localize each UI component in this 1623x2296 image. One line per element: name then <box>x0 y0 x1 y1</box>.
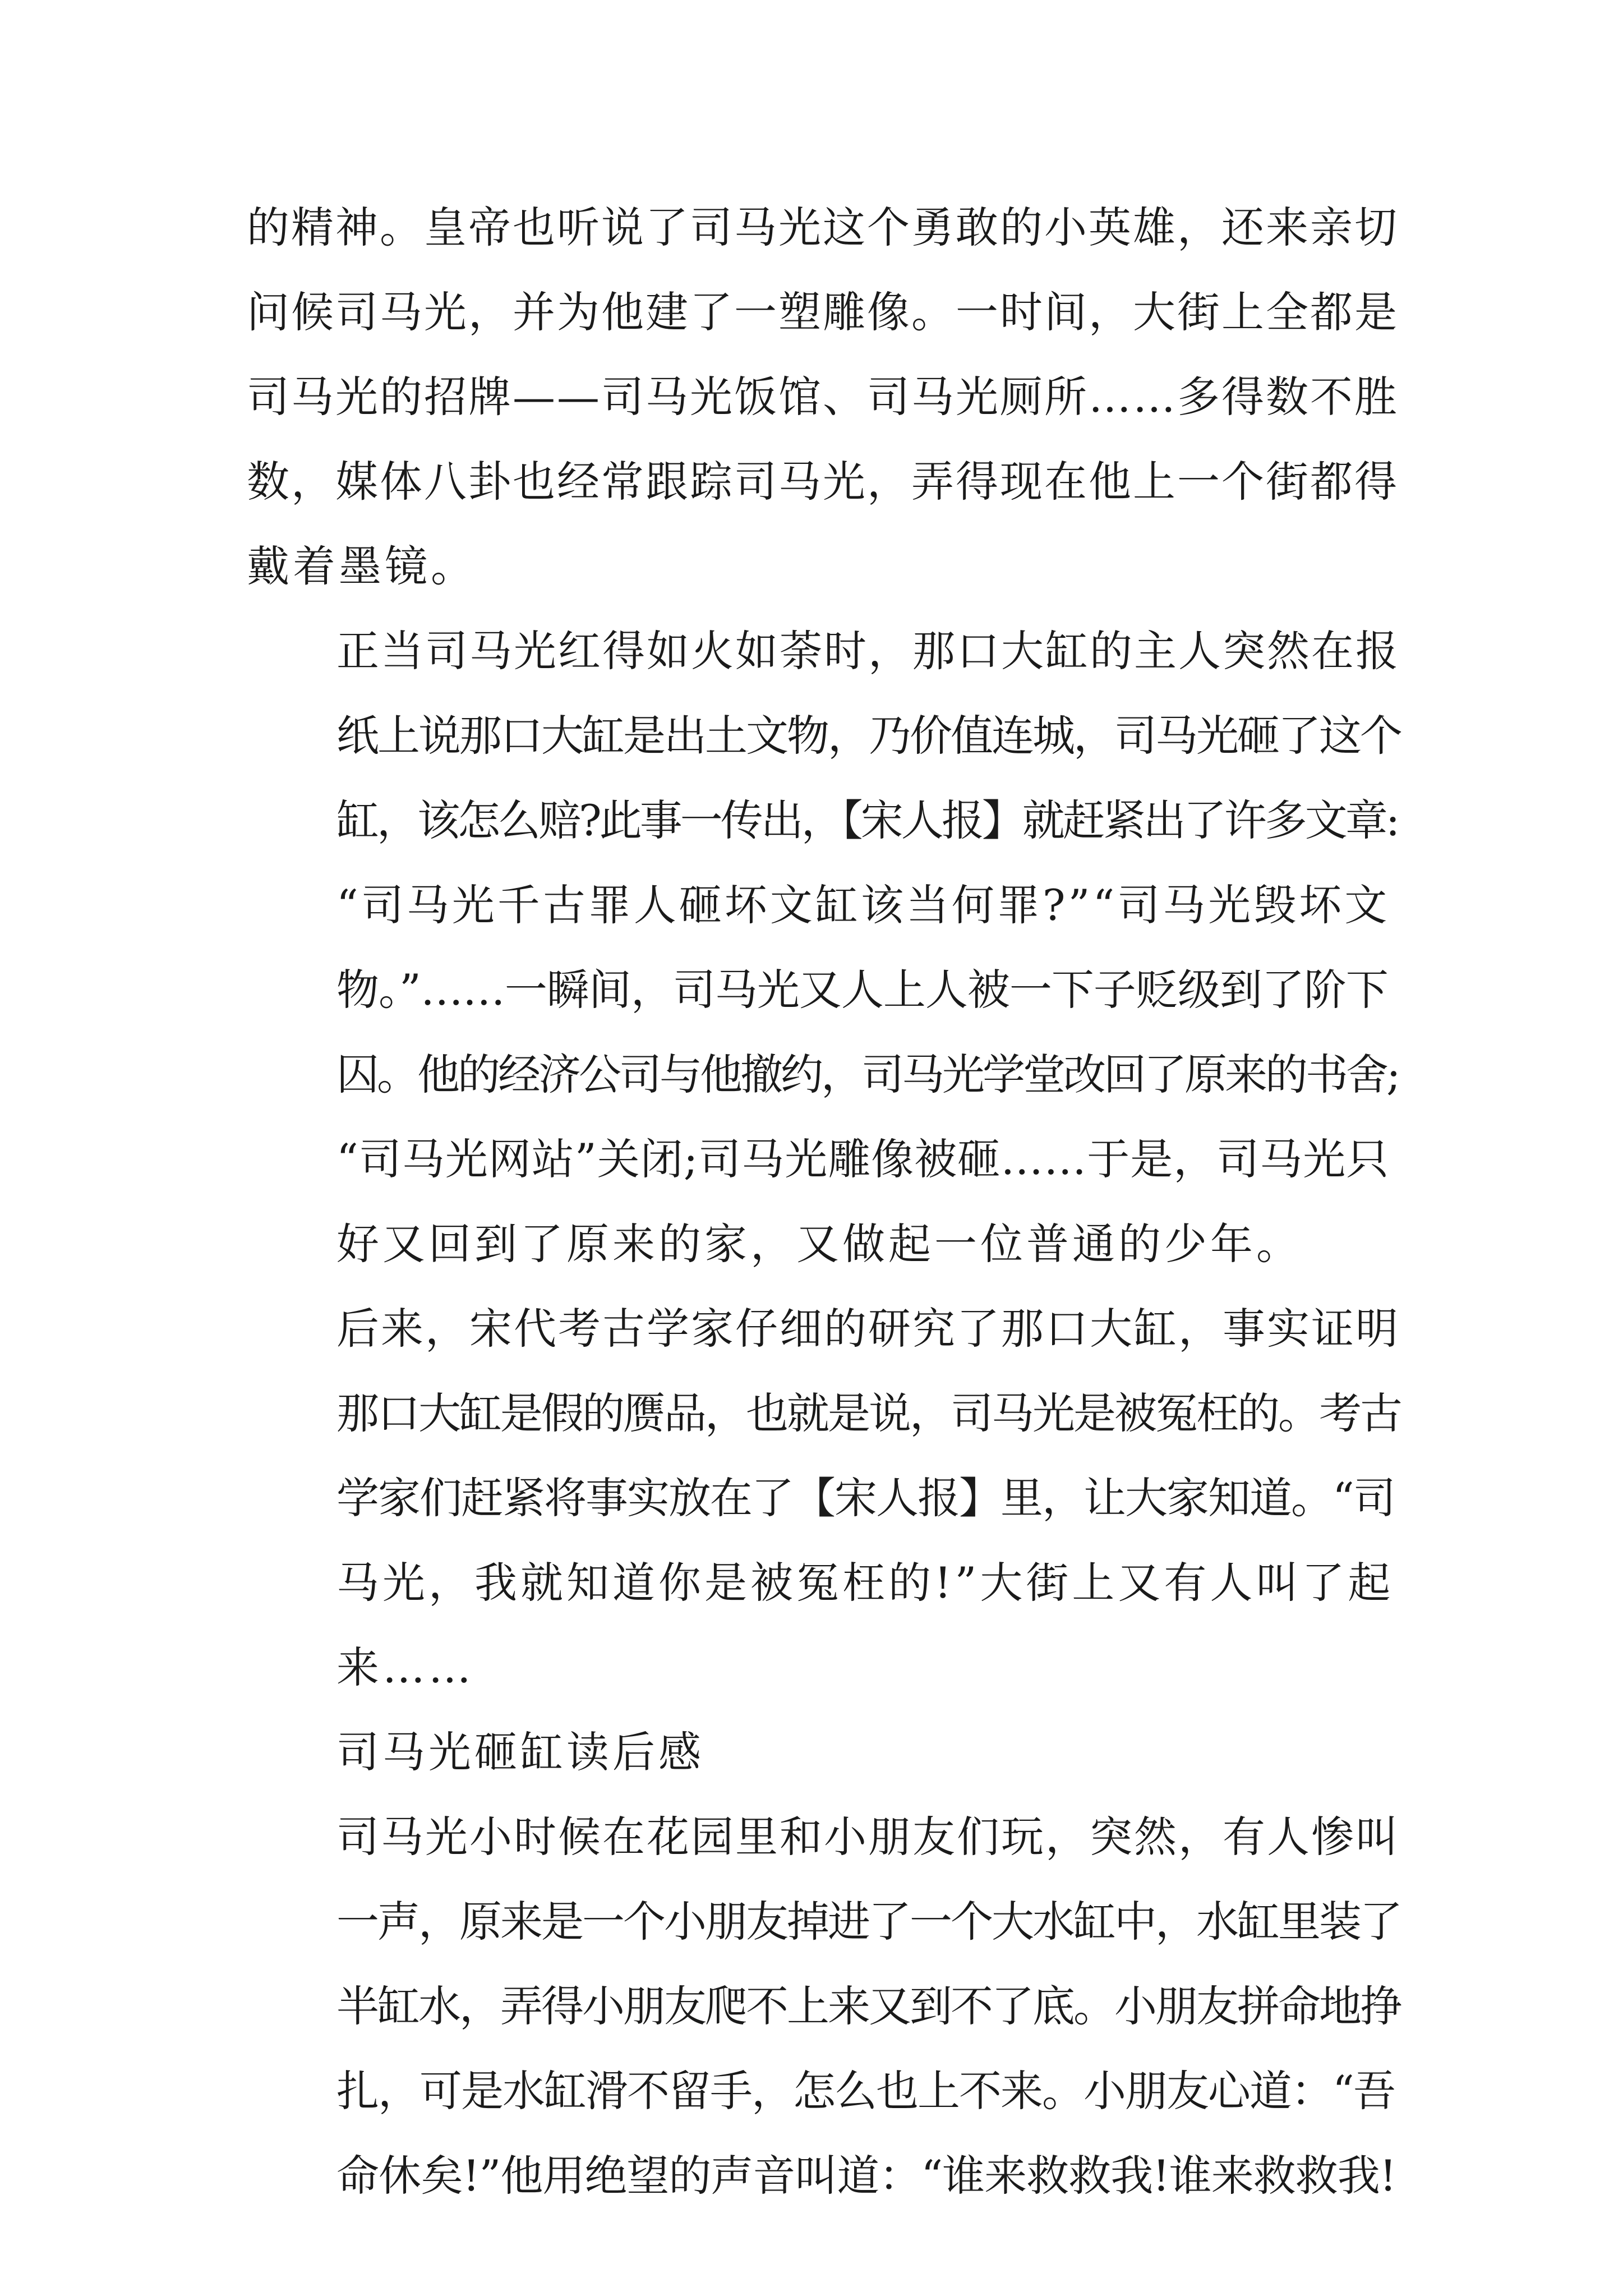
text-line: 马光，我就知道你是被冤枉的!”大街上又有人叫了起 <box>336 1558 1394 1608</box>
paragraph-1 <box>247 185 1402 609</box>
section-title-text: 司马光砸缸读后感 <box>336 1727 704 1777</box>
text-line: 缸，该怎么赔?此事一传出，【宋人报】就赶紧出了许多文章: <box>336 795 1398 845</box>
text-line: 问候司马光，并为他建了一塑雕像。一时间，大街上全都是 <box>247 287 1399 337</box>
text-line: 纸上说那口大缸是出土文物，乃价值连城，司马光砸了这个 <box>336 711 1401 761</box>
text-line: 那口大缸是假的赝品，也就是说，司马光是被冤枉的。考古 <box>336 1388 1401 1438</box>
paragraph-3 <box>247 1286 1402 1710</box>
text-line: 来…… <box>336 1642 474 1692</box>
text-line: 好又回到了原来的家，又做起一位普通的少年。 <box>336 1219 1302 1269</box>
text-line: 戴着墨镜。 <box>247 541 477 591</box>
text-line: 正当司马光红得如火如荼时，那口大缸的主人突然在报 <box>336 626 1400 676</box>
section-title <box>247 1710 1402 1795</box>
text-line: 一声，原来是一个小朋友掉进了一个大水缸中，水缸里装了 <box>336 1897 1401 1947</box>
text-line: 物。”……一瞬间，司马光又人上人被一下子贬级到了阶下 <box>336 965 1388 1015</box>
text-line: 学家们赶紧将事实放在了【宋人报】里，让大家知道。“司 <box>336 1473 1395 1523</box>
text-line: 命休矣!”他用绝望的声音叫道：“谁来救救我!谁来救救我! <box>336 2151 1396 2201</box>
text-line: 的精神。皇帝也听说了司马光这个勇敢的小英雄，还来亲切 <box>247 203 1399 252</box>
text-line: “司马光网站”关闭;司马光雕像被砸……于是，司马光只 <box>336 1134 1390 1184</box>
paragraph-2 <box>247 609 1402 1286</box>
text-line: 数，媒体八卦也经常跟踪司马光，弄得现在他上一个街都得 <box>247 457 1399 507</box>
text-line: 半缸水，弄得小朋友爬不上来又到不了底。小朋友拼命地挣 <box>336 1981 1401 2031</box>
text-line: “司马光千古罪人砸坏文缸该当何罪?”“司马光毁坏文 <box>336 880 1390 930</box>
text-line: 司马光的招牌——司马光饭馆、司马光厕所……多得数不胜 <box>247 372 1399 422</box>
text-line: 扎，可是水缸滑不留手，怎么也上不来。小朋友心道：“吾 <box>336 2066 1395 2116</box>
paragraph-4 <box>247 1795 1402 2218</box>
text-line: 司马光小时候在花园里和小朋友们玩，突然，有人惨叫 <box>336 1812 1400 1862</box>
text-line: 囚。他的经济公司与他撤约，司马光学堂改回了原来的书舍; <box>336 1050 1399 1099</box>
document-body <box>247 185 1402 2218</box>
text-line: 后来，宋代考古学家仔细的研究了那口大缸，事实证明 <box>336 1304 1400 1354</box>
